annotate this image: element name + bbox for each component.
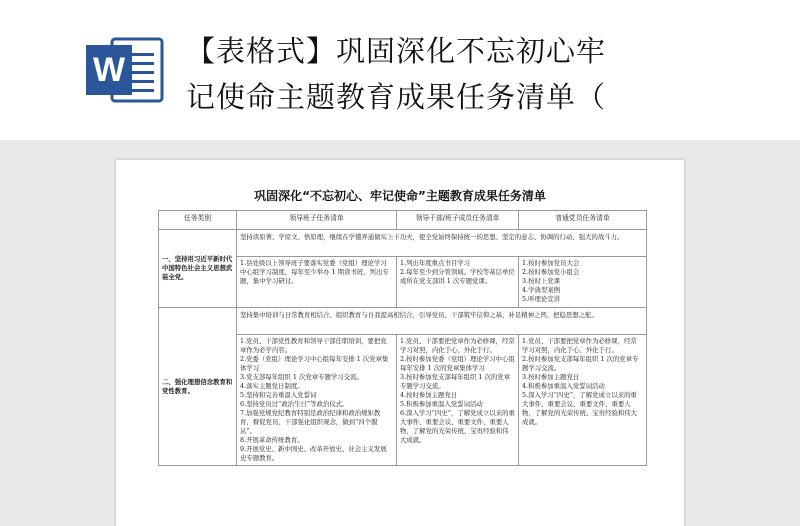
list-item: 4.学典型案例 — [522, 286, 561, 294]
list-item: 4.积极参加重温入党誓词活动 — [522, 382, 605, 390]
table-row — [159, 308, 647, 335]
list-item: 2.按时参加党小组会 — [522, 268, 580, 276]
document-title: 巩固深化“不忘初心、牢记使命”主题教育成果任务清单 — [254, 189, 546, 203]
cadres-cell — [397, 335, 519, 466]
leaders-cell — [237, 335, 397, 466]
page-title-line: 【表格式】巩固深化不忘初心牢 — [186, 34, 607, 68]
list-item: 7.加强党规党纪教育特别是政治纪律和政治规矩教育，督促党员、干部强化组织观念，做到“四个服从”。 — [240, 409, 381, 435]
table-header-row — [159, 211, 647, 230]
intro-cell: 坚持集中培训与日常教育相结合、组织教育与自我提高相结合，引导党员、干部筑牢信仰之基、补足精神之钙、把稳思想之舵。 — [237, 308, 647, 335]
members-cell — [519, 257, 647, 308]
list-item: 2.按时参加党支部每年组织 1 次的党章专题学习交流。 — [522, 355, 639, 372]
task-table — [158, 210, 647, 466]
leaders-cell — [237, 257, 397, 308]
table-row — [159, 230, 647, 257]
header-cell: 领导班子任务清单 — [237, 211, 397, 230]
list-item: 1.党员、干部要把党章作为必修课，经常学习对照，内化于心、外化于行。 — [400, 337, 515, 354]
cadres-cell — [397, 257, 519, 308]
category-cell: 一、坚持用习近平新时代中国特色社会主义思想武装全党。 — [159, 230, 237, 308]
list-item: 5.积极参加重温入党誓词活动 — [400, 400, 483, 408]
list-item: 5.坚持和完善重温入党誓词 — [240, 391, 317, 399]
list-item: 1.党员、干部要把党章作为必修课，经常学习对照，内化于心、外化于行。 — [522, 337, 637, 354]
intro-cell: 坚持读原著、学原文、悟原理，继续在学懂弄通做实上下功夫，使全党始终保持统一的思想、坚定的意志、协调的行动、强大的战斗力。 — [237, 230, 647, 257]
list-item: 8.开展革命传统教育。 — [240, 436, 304, 444]
list-item: 2.每年至少到分管领域、学校等基层单位或所在党支部讲 1 次专题党课。 — [400, 268, 515, 285]
list-item: 1.县处级以上领导班子要落实党委（党组）理论学习中心组学习制度，每年至少举办 1 期读书班，列出专题，集中学习研讨。 — [240, 259, 389, 285]
list-item: 5.听理论宣讲 — [522, 295, 561, 303]
list-item: 6.坚持党员过“政治生日”等政治仪式。 — [240, 400, 349, 408]
list-item: 9.开展党史、新中国史、改革开放史、社会主义发展史专题教育。 — [240, 445, 387, 462]
header-cell: 任务类别 — [159, 211, 237, 230]
list-item: 4.落实主题党日制度。 — [240, 382, 304, 390]
category-cell: 二、强化理想信念教育和党性教育。 — [159, 308, 237, 466]
page-title-line: 记使命主题教育成果任务清单（ — [186, 80, 607, 114]
svg-text:W: W — [92, 51, 126, 89]
word-icon — [78, 33, 170, 107]
list-item: 2.按时参加党委（党组）理论学习中心组每年安排 1 次的党章集体学习 — [400, 355, 515, 372]
list-item: 4.按时参加主题党日 — [400, 391, 458, 399]
header-cell: 普通党员任务清单 — [519, 211, 647, 230]
list-item: 2.党委（党组）理论学习中心组每年安排 1 次党章集体学习 — [240, 355, 389, 372]
list-item: 1.按时参加党员大会 — [522, 259, 580, 267]
header-cell: 领导干部/班子成员任务清单 — [397, 211, 519, 230]
document-page — [116, 160, 684, 526]
members-cell — [519, 335, 647, 466]
list-item: 6.深入学习“四史”，了解党成立以来的重大事件、重要会议、重要文件、重要人物，了解党的光荣传统、宝贵经验和伟大成就。 — [400, 409, 515, 444]
list-item: 5.深入学习“四史”，了解党成立以来的重大事件、重要会议、重要文件、重要人物，了解党的光荣传统、宝贵经验和伟大成就。 — [522, 391, 638, 426]
page-title — [186, 28, 786, 120]
list-item: 3.党支部每年组织 1 次党章专题学习交流。 — [240, 373, 363, 381]
list-item: 3.按时参加党支部每年组织 1 次的党章专题学习交流。 — [400, 373, 511, 390]
list-item: 3.按时上党课 — [522, 277, 561, 285]
list-item: 1.党员、干部党性教育和领导干部任职培训，要把党章作为必学内容。 — [240, 337, 387, 354]
list-item: 1.列出年度重点书目学习 — [400, 259, 471, 267]
list-item: 3.按时参加主题党日 — [522, 373, 580, 381]
